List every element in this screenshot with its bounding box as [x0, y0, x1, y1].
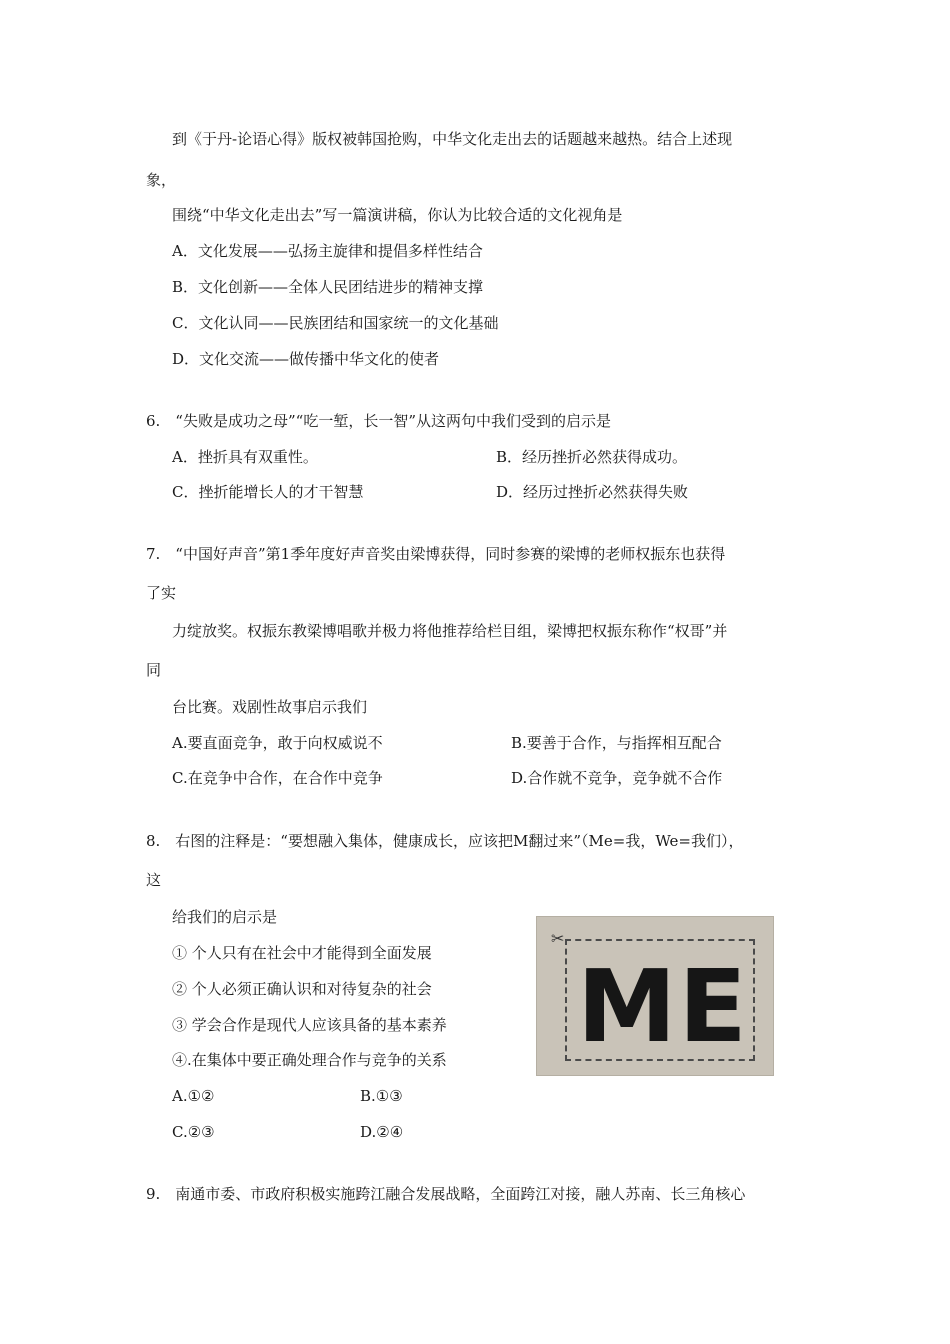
- q8-line-2: 这: [146, 871, 162, 889]
- q8-me-figure: [536, 916, 774, 1076]
- q5-option-d: D．文化交流——做传播中华文化的使者: [172, 350, 440, 368]
- q8-item-4: ④.在集体中要正确处理合作与竞争的关系: [172, 1051, 447, 1069]
- scissors-icon: ✂: [551, 929, 565, 948]
- q6-option-c: C．挫折能增长人的才干智慧: [172, 483, 364, 501]
- q6-stem: 6. “失败是成功之母”“吃一堑，长一智”从这两句中我们受到的启示是: [146, 412, 611, 430]
- q5-option-a: A．文化发展——弘扬主旋律和提倡多样性结合: [172, 242, 483, 260]
- q8-item-1: ① 个人只有在社会中才能得到全面发展: [172, 944, 432, 962]
- q5-option-c: C．文化认同——民族团结和国家统一的文化基础: [172, 314, 499, 332]
- q8-option-d: D.②④: [360, 1123, 404, 1141]
- q7-option-c: C.在竞争中合作，在合作中竞争: [172, 769, 383, 787]
- q7-option-b: B.要善于合作，与指挥相互配合: [511, 734, 722, 752]
- q9-line-1: 9. 南通市委、市政府积极实施跨江融合发展战略，全面跨江对接，融人苏南、长三角核心: [146, 1185, 746, 1203]
- q7-line-1: 7. “中国好声音”第1季年度好声音奖由梁博获得，同时参赛的梁博的老师权振东也获得: [146, 545, 726, 563]
- q8-item-2: ② 个人必须正确认识和对待复杂的社会: [172, 980, 432, 998]
- q8-option-b: B.①③: [360, 1087, 403, 1105]
- figure-me-text: ME: [577, 948, 749, 1065]
- q5-line-1: 到《于丹-论语心得》版权被韩国抢购，中华文化走出去的话题越来越热。结合上述现: [172, 130, 733, 148]
- q8-option-c: C.②③: [172, 1123, 215, 1141]
- q8-line-3: 给我们的启示是: [172, 908, 278, 926]
- q6-option-a: A．挫折具有双重性。: [172, 448, 318, 466]
- q8-line-1: 8. 右图的注释是：“要想融入集体，健康成长，应该把M翻过来”（Me=我，We=我们），: [146, 832, 744, 850]
- q7-line-4: 同: [146, 661, 162, 679]
- q7-line-5: 台比赛。戏剧性故事启示我们: [172, 698, 368, 716]
- q7-line-3: 力绽放奖。权振东教梁博唱歌并极力将他推荐给栏目组，梁博把权振东称作“权哥”并: [172, 622, 728, 640]
- q8-option-a: A.①②: [172, 1087, 215, 1105]
- q5-option-b: B．文化创新——全体人民团结进步的精神支撑: [172, 278, 484, 296]
- q7-option-d: D.合作就不竞争，竞争就不合作: [511, 769, 723, 787]
- q7-option-a: A.要直面竞争，敢于向权威说不: [172, 734, 383, 752]
- q7-line-2: 了实: [146, 584, 177, 602]
- q6-option-b: B．经历挫折必然获得成功。: [496, 448, 688, 466]
- q8-item-3: ③ 学会合作是现代人应该具备的基本素养: [172, 1016, 447, 1034]
- q5-line-3: 围绕“中华文化走出去”写一篇演讲稿，你认为比较合适的文化视角是: [172, 206, 623, 224]
- q5-line-2: 象，: [146, 171, 177, 189]
- q6-option-d: D．经历过挫折必然获得失败: [496, 483, 689, 501]
